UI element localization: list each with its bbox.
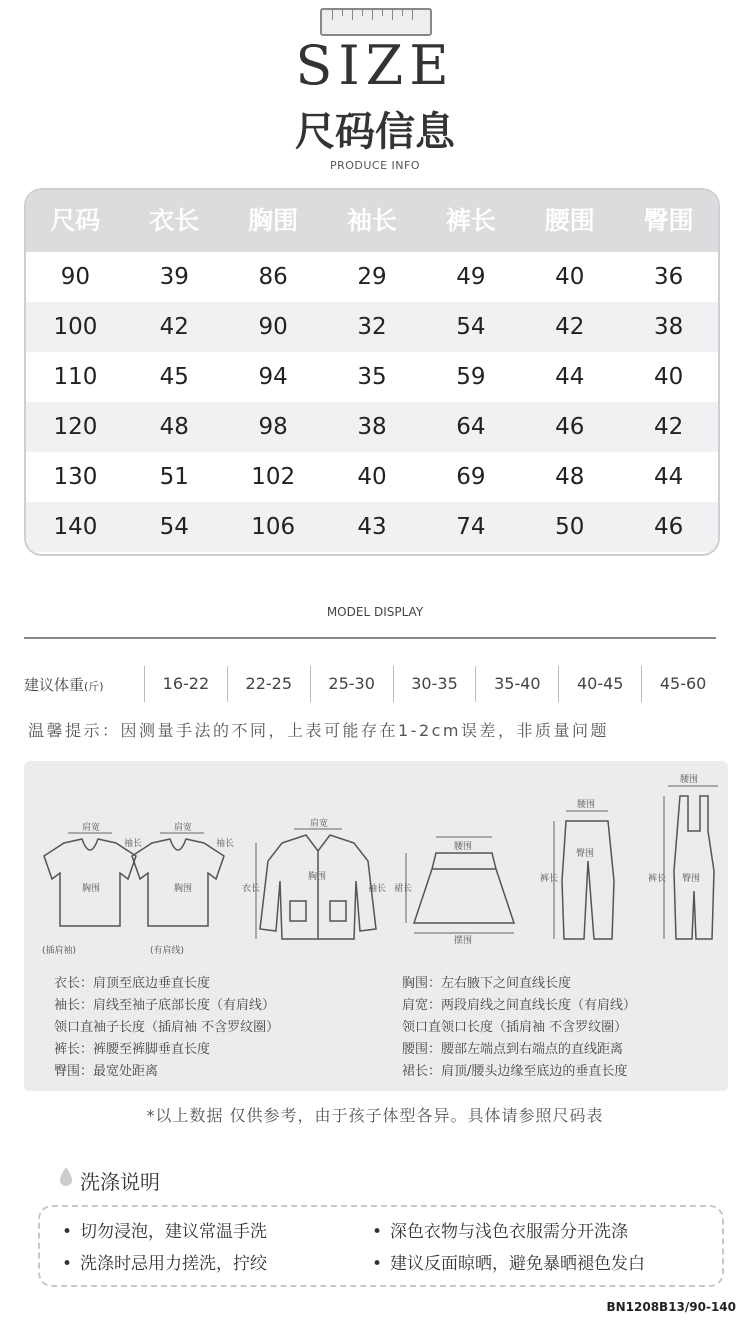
table-cell: 140 bbox=[53, 514, 98, 540]
table-cell: 44 bbox=[653, 464, 684, 490]
weight-value: 30-35 bbox=[393, 666, 476, 702]
note-line: 衣长：肩顶至底边垂直长度 bbox=[54, 976, 211, 991]
table-cell: 44 bbox=[555, 364, 585, 390]
tshirt-raglan-icon bbox=[44, 839, 136, 926]
column-header: 腰围 bbox=[544, 206, 595, 235]
weight-value: 40-45 bbox=[558, 666, 641, 702]
chest-label: 胸围 bbox=[82, 884, 101, 894]
weight-value: 16-22 bbox=[144, 666, 227, 702]
table-cell: 49 bbox=[456, 264, 486, 290]
note-line: 胸围：左右腋下之间直线长度 bbox=[402, 976, 572, 991]
table-cell: 38 bbox=[357, 414, 387, 440]
pants-length-label: 裤长 bbox=[540, 874, 559, 884]
table-cell: 69 bbox=[456, 464, 486, 490]
weight-value: 22-25 bbox=[227, 666, 310, 702]
hip-label: 臀围 bbox=[682, 874, 701, 884]
page-subtitle: PRODUCE INFO bbox=[329, 159, 421, 172]
sleeve-label: 袖长 bbox=[124, 839, 143, 849]
tshirt-shoulder-icon bbox=[132, 839, 224, 926]
wash-title: 洗涤说明 bbox=[80, 1170, 160, 1194]
hip-label: 臀围 bbox=[576, 849, 595, 859]
table-cell: 90 bbox=[60, 264, 91, 290]
pants-length-label: 裤长 bbox=[648, 874, 667, 884]
wash-item: • 深色衣物与浅色衣服需分开洗涤 bbox=[372, 1217, 628, 1242]
weight-unit: (斤) bbox=[84, 679, 104, 693]
table-cell: 42 bbox=[555, 314, 585, 340]
raglan-caption: (插肩袖) bbox=[42, 946, 77, 956]
disclaimer: *以上数据 仅供参考，由于孩子体型各异。具体请参照尺码表 bbox=[146, 1106, 604, 1125]
waist-label: 腰围 bbox=[454, 842, 473, 852]
measurement-panel bbox=[24, 761, 728, 1091]
table-cell: 45 bbox=[159, 364, 189, 390]
weight-value: 45-60 bbox=[641, 666, 724, 702]
table-cell: 46 bbox=[555, 414, 585, 440]
table-cell: 40 bbox=[555, 264, 585, 290]
skirt-icon bbox=[414, 853, 514, 923]
table-cell: 40 bbox=[653, 364, 684, 390]
table-row bbox=[26, 452, 718, 502]
divider bbox=[24, 637, 716, 639]
table-cell: 42 bbox=[159, 314, 189, 340]
table-cell: 86 bbox=[258, 264, 288, 290]
skirt-length-label: 裙长 bbox=[394, 884, 413, 894]
weight-row bbox=[24, 664, 724, 704]
note-line: 领口直袖子长度（插肩袖 不含罗纹圈） bbox=[54, 1020, 280, 1035]
chest-label: 胸围 bbox=[308, 872, 327, 882]
table-cell: 59 bbox=[456, 364, 486, 390]
table-cell: 54 bbox=[159, 514, 189, 540]
table-cell: 100 bbox=[53, 314, 98, 340]
ruler-icon bbox=[320, 8, 432, 36]
table-cell: 94 bbox=[258, 364, 288, 390]
product-code: BN1208B13/90-140 bbox=[606, 1300, 736, 1314]
column-header: 尺码 bbox=[50, 206, 101, 235]
table-cell: 64 bbox=[456, 414, 486, 440]
shoulder-caption: (有肩线) bbox=[150, 946, 185, 956]
note-line: 领口直领口长度（插肩袖 不含罗纹圈） bbox=[402, 1020, 628, 1035]
overalls-icon bbox=[674, 796, 714, 939]
table-cell: 36 bbox=[653, 264, 684, 290]
table-cell: 51 bbox=[159, 464, 189, 490]
table-cell: 120 bbox=[53, 414, 98, 440]
table-cell: 42 bbox=[653, 414, 684, 440]
table-cell: 48 bbox=[159, 414, 189, 440]
note-line: 裙长：肩顶/腰头边缘至底边的垂直长度 bbox=[402, 1064, 628, 1079]
shoulder-label: 肩宽 bbox=[82, 823, 101, 833]
table-cell: 74 bbox=[456, 514, 486, 540]
sleeve-label: 袖长 bbox=[216, 839, 235, 849]
note-line: 臀围：最宽处距离 bbox=[54, 1064, 159, 1079]
table-cell: 48 bbox=[555, 464, 585, 490]
note-line: 袖长：肩线至袖子底部长度（有肩线） bbox=[54, 998, 276, 1013]
column-header: 衣长 bbox=[149, 206, 200, 235]
weight-value: 25-30 bbox=[310, 666, 393, 702]
table-cell: 43 bbox=[357, 514, 387, 540]
table-cell: 106 bbox=[251, 514, 296, 540]
table-row bbox=[26, 302, 718, 352]
size-table bbox=[24, 188, 720, 556]
tip-text: 温馨提示：因测量手法的不同，上表可能存在1-2cm误差，非质量问题 bbox=[28, 721, 610, 740]
table-row bbox=[26, 502, 718, 552]
waist-label: 腰围 bbox=[680, 775, 699, 785]
table-cell: 98 bbox=[258, 414, 288, 440]
note-line: 腰围：腰部左端点到右端点的直线距离 bbox=[402, 1042, 624, 1057]
table-row bbox=[26, 402, 718, 452]
column-header: 裤长 bbox=[445, 206, 496, 235]
table-cell: 110 bbox=[53, 364, 98, 390]
wash-item: • 洗涤时忌用力搓洗，拧绞 bbox=[62, 1249, 267, 1274]
table-cell: 54 bbox=[456, 314, 486, 340]
note-line: 肩宽：两段肩线之间直线长度（有肩线） bbox=[402, 998, 637, 1013]
table-cell: 32 bbox=[357, 314, 387, 340]
column-header: 袖长 bbox=[347, 206, 398, 235]
table-cell: 46 bbox=[653, 514, 684, 540]
chest-label: 胸围 bbox=[174, 884, 193, 894]
model-display-heading: MODEL DISPLAY bbox=[326, 605, 424, 619]
table-cell: 90 bbox=[258, 314, 288, 340]
table-row bbox=[26, 352, 718, 402]
column-header: 臀围 bbox=[643, 206, 694, 235]
note-line: 裤长：裤腰至裤脚垂直长度 bbox=[54, 1042, 211, 1057]
table-cell: 102 bbox=[251, 464, 296, 490]
hem-label: 摆围 bbox=[454, 936, 473, 946]
notes-left bbox=[54, 973, 279, 1083]
table-row bbox=[26, 252, 718, 302]
table-cell: 35 bbox=[357, 364, 387, 390]
table-cell: 130 bbox=[53, 464, 98, 490]
page-title: 尺码信息 bbox=[295, 109, 455, 155]
table-cell: 38 bbox=[653, 314, 684, 340]
wash-item: • 切勿浸泡，建议常温手洗 bbox=[62, 1217, 267, 1242]
water-drop-icon bbox=[58, 1166, 74, 1188]
pants-icon bbox=[562, 821, 614, 939]
wash-item: • 建议反面晾晒，避免暴晒褪色发白 bbox=[372, 1249, 645, 1274]
column-header: 胸围 bbox=[248, 206, 299, 235]
table-header bbox=[26, 190, 718, 252]
waist-label: 腰围 bbox=[577, 800, 596, 810]
table-cell: 39 bbox=[159, 264, 189, 290]
weight-value: 35-40 bbox=[475, 666, 558, 702]
weight-label bbox=[24, 674, 144, 695]
size-heading: SIZE bbox=[295, 34, 455, 97]
table-cell: 29 bbox=[357, 264, 387, 290]
length-label: 衣长 bbox=[242, 884, 261, 894]
table-cell: 40 bbox=[357, 464, 387, 490]
table-cell: 50 bbox=[555, 514, 585, 540]
shoulder-label: 肩宽 bbox=[174, 823, 193, 833]
weight-label-text: 建议体重 bbox=[24, 675, 85, 694]
shoulder-label: 肩宽 bbox=[310, 819, 329, 829]
notes-right bbox=[402, 973, 636, 1083]
sleeve-label: 袖长 bbox=[368, 884, 387, 894]
wash-box bbox=[38, 1205, 724, 1287]
